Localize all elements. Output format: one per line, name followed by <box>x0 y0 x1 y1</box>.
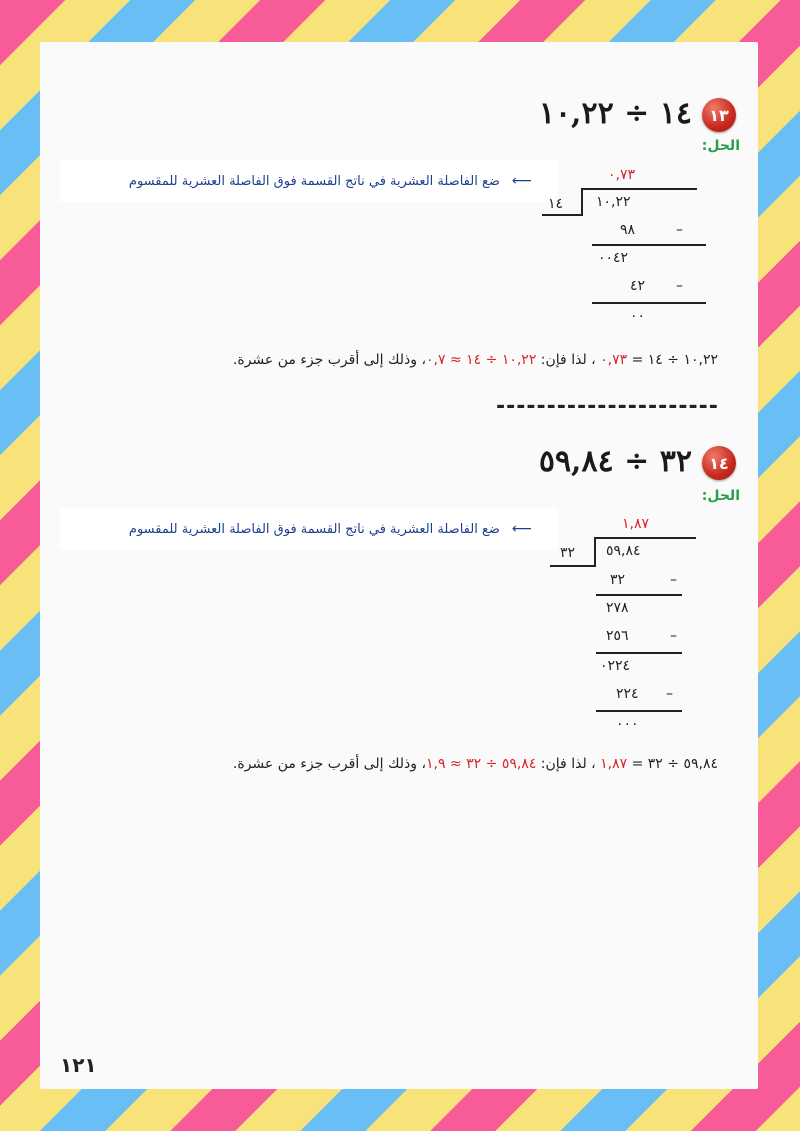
divisor-underline <box>542 214 583 216</box>
step-line <box>596 652 682 654</box>
minus-sign: – <box>666 686 676 702</box>
minus-sign: – <box>670 628 680 644</box>
problem-number-badge: ١٤ <box>702 446 736 480</box>
note-text: ضع الفاصلة العشرية في ناتج القسمة فوق الفاصلة العشرية للمقسوم <box>128 173 500 189</box>
result-approximation: ٥٩,٨٤ ÷ ٣٢ ≈ ١,٩ <box>425 756 537 772</box>
result-connector: ، لذا فإن: <box>536 756 601 772</box>
step-remainder: ٠٠ <box>630 308 646 324</box>
worksheet-page <box>40 42 758 1089</box>
minus-sign: – <box>676 278 686 294</box>
result-statement <box>233 756 718 772</box>
step-remainder: ٠٢٢٤ <box>600 658 631 674</box>
division-bracket <box>594 537 596 567</box>
divisor: ٣٢ <box>560 545 576 561</box>
step-line <box>596 710 682 712</box>
problem-number-badge: ١٣ <box>702 98 736 132</box>
result-suffix: ، وذلك إلى أقرب جزء من عشرة. <box>232 756 426 772</box>
step-product: ٢٢٤ <box>616 686 639 702</box>
result-equation: ٥٩,٨٤ ÷ ٣٢ = <box>627 756 718 772</box>
note-text: ضع الفاصلة العشرية في ناتج القسمة فوق الفاصلة العشرية للمقسوم <box>128 521 500 537</box>
result-value: ١,٨٧ <box>600 756 628 772</box>
step-remainder: ٠٠٤٢ <box>598 250 629 266</box>
division-bar <box>594 537 696 539</box>
result-approximation: ١٠,٢٢ ÷ ١٤ ≈ ٠,٧ <box>425 352 537 368</box>
step-product: ٩٨ <box>620 222 636 238</box>
divisor: ١٤ <box>548 196 564 212</box>
division-bracket <box>581 188 583 216</box>
result-equation: ١٠,٢٢ ÷ ١٤ = <box>627 352 718 368</box>
arrow-left-icon: ⟵ <box>511 173 532 189</box>
problem-expression: ١٤ ÷ ١٠,٢٢ <box>538 96 692 131</box>
step-remainder: ٢٧٨ <box>606 600 629 616</box>
step-line <box>592 302 706 304</box>
solution-label: الحل: <box>701 488 740 504</box>
step-product: ٣٢ <box>610 572 626 588</box>
page-number: ١٢١ <box>60 1053 97 1077</box>
step-line <box>592 244 706 246</box>
step-line <box>596 594 682 596</box>
quotient: ٠,٧٣ <box>608 167 636 183</box>
dividend: ٥٩,٨٤ <box>606 543 641 559</box>
result-value: ٠,٧٣ <box>600 352 628 368</box>
quotient: ١,٨٧ <box>622 516 650 532</box>
problem-expression: ٣٢ ÷ ٥٩,٨٤ <box>538 444 692 479</box>
step-product: ٢٥٦ <box>606 628 629 644</box>
note-callout <box>60 160 558 202</box>
minus-sign: – <box>670 572 680 588</box>
dividend: ١٠,٢٢ <box>596 194 631 210</box>
minus-sign: – <box>676 222 686 238</box>
solution-label: الحل: <box>701 138 740 154</box>
note-callout <box>60 508 558 550</box>
step-product: ٤٢ <box>630 278 646 294</box>
result-connector: ، لذا فإن: <box>536 352 601 368</box>
section-separator: ---------------------- <box>496 394 719 419</box>
step-remainder: ٠٠٠ <box>616 716 639 732</box>
result-statement <box>233 352 718 368</box>
arrow-left-icon: ⟵ <box>511 521 532 537</box>
division-bar <box>581 188 697 190</box>
result-suffix: ، وذلك إلى أقرب جزء من عشرة. <box>232 352 426 368</box>
divisor-underline <box>550 565 596 567</box>
